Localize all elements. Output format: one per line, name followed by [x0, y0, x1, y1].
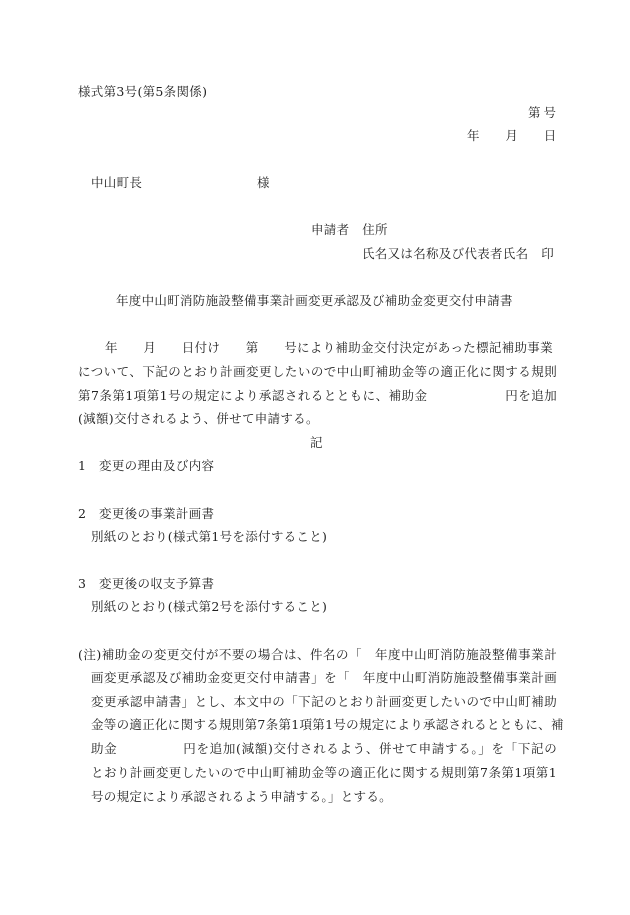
note-line: 画変更承認及び補助金変更交付申請書」を「 年度中山町消防施設整備事業計画 [91, 670, 557, 685]
item-detail: 別紙のとおり(様式第1号を添付すること) [91, 529, 328, 544]
applicant-address-label: 申請者 住所 [311, 222, 388, 237]
date-label: 年 月 日 [467, 128, 557, 143]
note-line: 号の規定により承認されるよう申請する。」とする。 [91, 789, 392, 804]
item-heading: 3 変更後の収支予算書 [78, 576, 215, 591]
body-line: 年 月 日付け 第 号により補助金交付決定があった標記補助事業 [105, 340, 553, 355]
note-line: (注)補助金の変更交付が不要の場合は、件名の「 年度中山町消防施設整備事業計 [78, 647, 557, 662]
body-line: について、下記のとおり計画変更したいので中山町補助金等の適正化に関する規則 [78, 364, 557, 379]
form-number-label: 様式第3号(第5条関係) [78, 84, 208, 99]
ki-heading: 記 [310, 435, 323, 450]
item-heading: 1 変更の理由及び内容 [78, 458, 215, 473]
addressee: 中山町長 [91, 175, 143, 190]
honorific: 様 [257, 175, 270, 190]
item-detail: 別紙のとおり(様式第2号を添付すること) [91, 599, 328, 614]
body-line: (減額)交付されるよう、併せて申請する。 [78, 411, 319, 426]
applicant-name-label: 氏名又は名称及び代表者氏名 印 [362, 246, 555, 261]
note-line: 変更承認申請書」とし、本文中の「下記のとおり計画変更したいので中山町補助 [91, 694, 557, 709]
note-line: 助金 円を追加(減額)交付されるよう、併せて申請する。」を「下記の [91, 741, 557, 756]
document-title: 年度中山町消防施設整備事業計画変更承認及び補助金変更交付申請書 [116, 293, 513, 308]
body-line: 第7条第1項第1号の規定により承認されるとともに、補助金 円を追加 [78, 388, 557, 403]
item-heading: 2 変更後の事業計画書 [78, 506, 215, 521]
document-number-label: 第号 [528, 105, 560, 120]
note-line: とおり計画変更したいので中山町補助金等の適正化に関する規則第7条第1項第1 [91, 765, 557, 780]
note-line: 金等の適正化に関する規則第7条第1項第1号の規定により承認されるとともに、補 [91, 717, 564, 732]
